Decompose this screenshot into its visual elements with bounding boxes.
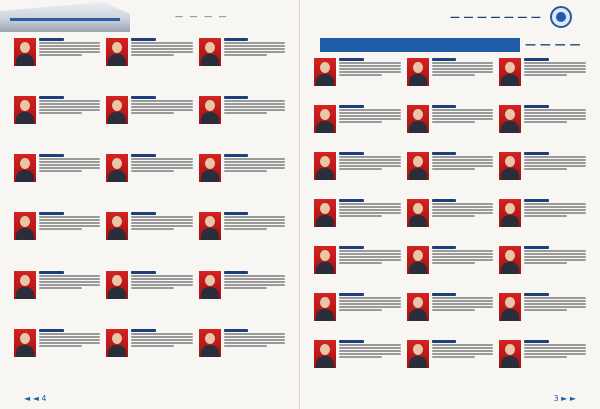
teacher-card: [407, 152, 494, 195]
teacher-card: [199, 271, 285, 325]
teacher-card: [199, 38, 285, 92]
teacher-card: [106, 96, 192, 150]
teacher-grid-left: [14, 38, 285, 383]
teacher-card: [106, 212, 192, 266]
teacher-text: [524, 199, 586, 242]
teacher-grid-right: [314, 58, 586, 383]
teacher-portrait: [199, 329, 221, 357]
teacher-text: [524, 152, 586, 195]
teacher-text: [524, 58, 586, 101]
teacher-text: [39, 154, 100, 208]
teacher-card: [14, 271, 100, 325]
teacher-portrait: [14, 96, 36, 124]
teacher-text: [432, 105, 494, 148]
teacher-portrait: [499, 340, 521, 368]
teacher-portrait: [499, 293, 521, 321]
teacher-card: [314, 105, 401, 148]
teacher-card: [14, 38, 100, 92]
teacher-portrait: [14, 38, 36, 66]
teacher-card: [14, 212, 100, 266]
teacher-card: [199, 96, 285, 150]
teacher-portrait: [407, 58, 429, 86]
teacher-portrait: [106, 271, 128, 299]
teacher-portrait: [407, 199, 429, 227]
teacher-text: [224, 329, 285, 383]
teacher-card: [499, 246, 586, 289]
teacher-text: [339, 293, 401, 336]
teacher-card: [499, 105, 586, 148]
teacher-portrait: [499, 246, 521, 274]
teacher-text: [524, 340, 586, 383]
teacher-text: [524, 105, 586, 148]
teacher-portrait: [407, 152, 429, 180]
teacher-portrait: [499, 199, 521, 227]
slogan: — — — —: [175, 12, 229, 21]
teacher-card: [499, 58, 586, 101]
teacher-text: [339, 199, 401, 242]
teacher-text: [524, 246, 586, 289]
teacher-text: [432, 199, 494, 242]
teacher-portrait: [14, 154, 36, 182]
teacher-card: [314, 199, 401, 242]
teacher-text: [432, 293, 494, 336]
teacher-text: [131, 154, 192, 208]
college-logo-core: [556, 12, 566, 22]
teacher-text: [39, 271, 100, 325]
teacher-text: [432, 340, 494, 383]
teacher-portrait: [314, 199, 336, 227]
teacher-card: [199, 212, 285, 266]
teacher-text: [131, 38, 192, 92]
teacher-card: [199, 154, 285, 208]
right-header: [300, 0, 600, 34]
page-number-right: 3 ► ►: [553, 394, 576, 403]
teacher-text: [131, 271, 192, 325]
teacher-card: [14, 96, 100, 150]
teacher-text: [432, 246, 494, 289]
teacher-portrait: [14, 329, 36, 357]
section-title-en: — — — —: [344, 78, 384, 87]
section-title: — — — —: [525, 38, 581, 51]
teacher-portrait: [199, 96, 221, 124]
teacher-card: [499, 199, 586, 242]
train-image: [0, 2, 130, 32]
teacher-portrait: [314, 340, 336, 368]
teacher-card: [407, 58, 494, 101]
teacher-portrait: [199, 212, 221, 240]
teacher-text: [39, 329, 100, 383]
teacher-text: [39, 38, 100, 92]
teacher-text: [224, 96, 285, 150]
teacher-card: [314, 58, 401, 101]
teacher-portrait: [314, 58, 336, 86]
teacher-text: [339, 152, 401, 195]
teacher-card: [499, 340, 586, 383]
teacher-card: [314, 293, 401, 336]
teacher-card: [407, 105, 494, 148]
teacher-text: [131, 96, 192, 150]
teacher-portrait: [314, 246, 336, 274]
teacher-text: [39, 212, 100, 266]
teacher-portrait: [407, 246, 429, 274]
teacher-text: [224, 271, 285, 325]
teacher-portrait: [106, 329, 128, 357]
teacher-card: [14, 154, 100, 208]
teacher-portrait: [106, 38, 128, 66]
teacher-text: [224, 212, 285, 266]
teacher-card: [106, 271, 192, 325]
teacher-text: [524, 293, 586, 336]
teacher-card: [106, 329, 192, 383]
teacher-card: [106, 154, 192, 208]
teacher-card: [407, 340, 494, 383]
teacher-portrait: [14, 212, 36, 240]
teacher-text: [339, 340, 401, 383]
right-page: [300, 0, 600, 409]
teacher-text: [339, 246, 401, 289]
teacher-portrait: [314, 293, 336, 321]
teacher-portrait: [499, 105, 521, 133]
teacher-portrait: [199, 38, 221, 66]
teacher-text: [432, 152, 494, 195]
teacher-card: [106, 38, 192, 92]
college-name: — — — — — — —: [450, 12, 541, 23]
teacher-card: [499, 293, 586, 336]
teacher-card: [199, 329, 285, 383]
teacher-card: [314, 340, 401, 383]
teacher-card: [407, 199, 494, 242]
teacher-portrait: [314, 152, 336, 180]
teacher-text: [339, 105, 401, 148]
teacher-card: [499, 152, 586, 195]
page-number-left: ◄ ◄ 4: [24, 394, 47, 403]
teacher-portrait: [407, 105, 429, 133]
teacher-text: [224, 38, 285, 92]
teacher-text: [224, 154, 285, 208]
teacher-portrait: [499, 152, 521, 180]
teacher-card: [314, 152, 401, 195]
section-bar: [320, 38, 520, 87]
teacher-portrait: [14, 271, 36, 299]
teacher-text: [39, 96, 100, 150]
teacher-text: [131, 329, 192, 383]
teacher-text: [432, 58, 494, 101]
teacher-portrait: [407, 340, 429, 368]
teacher-card: [314, 246, 401, 289]
teacher-portrait: [106, 154, 128, 182]
teacher-portrait: [106, 96, 128, 124]
teacher-portrait: [106, 212, 128, 240]
teacher-text: [339, 58, 401, 101]
teacher-card: [407, 293, 494, 336]
teacher-portrait: [199, 271, 221, 299]
teacher-portrait: [499, 58, 521, 86]
teacher-card: [407, 246, 494, 289]
teacher-portrait: [407, 293, 429, 321]
train-stripe: [10, 18, 120, 21]
teacher-card: [14, 329, 100, 383]
left-header: [0, 0, 300, 34]
teacher-portrait: [314, 105, 336, 133]
teacher-portrait: [199, 154, 221, 182]
teacher-text: [131, 212, 192, 266]
